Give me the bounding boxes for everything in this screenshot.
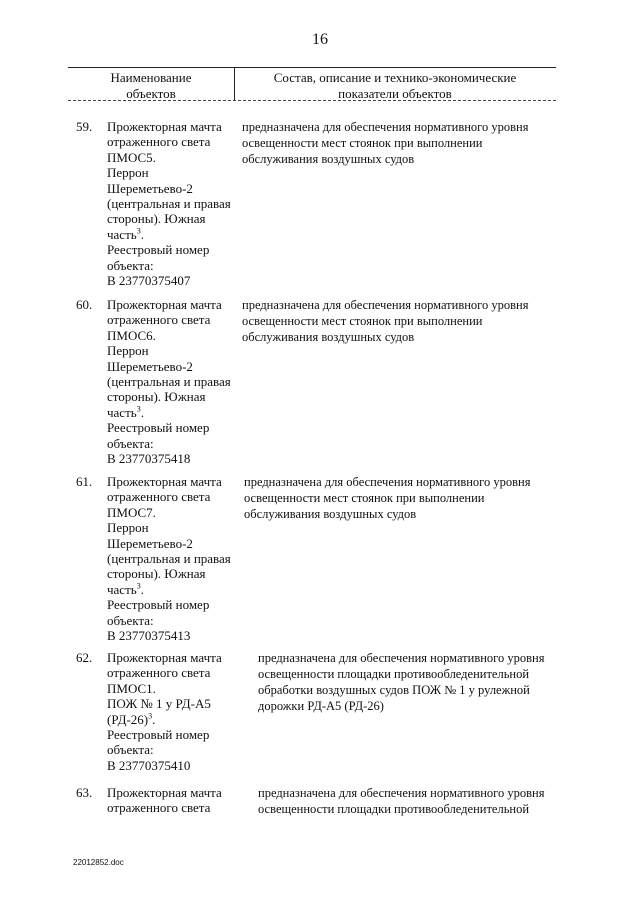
name-line: Перрон: [107, 520, 149, 536]
name-line: В 23770375407: [107, 273, 191, 289]
name-line: отраженного света: [107, 134, 211, 150]
desc-line: освещенности мест стоянок при выполнении: [242, 314, 483, 328]
name-line: Шереметьево-2: [107, 358, 193, 374]
header-left-line: Наименование: [110, 70, 192, 85]
name-line: Реестровый номер: [107, 727, 210, 743]
desc-line: предназначена для обеспечения нормативного уровня: [258, 651, 545, 665]
row-number: 60.: [76, 297, 93, 312]
name-line: Шереметьево-2: [107, 535, 193, 551]
desc-line: предназначена для обеспечения нормативного уровня: [242, 120, 529, 134]
name-line: часть$^3$.: [107, 581, 144, 597]
header-left: [68, 70, 234, 102]
name-line: Прожекторная мачта: [107, 474, 222, 489]
desc-line: обслуживания воздушных судов: [242, 152, 415, 166]
footnote-mark: 3: [136, 226, 141, 236]
desc-line: обработки воздушных судов ПОЖ № 1 у рулежной: [258, 683, 530, 697]
name-line: стороны). Южная: [107, 566, 206, 582]
object-description: [258, 650, 563, 714]
object-description: [258, 785, 563, 817]
header-right: [234, 70, 556, 102]
row-number: 59.: [76, 119, 93, 134]
name-line: объекта:: [107, 742, 154, 758]
name-line: В 23770375410: [107, 757, 191, 773]
object-name: [107, 119, 237, 288]
name-line: Прожекторная мачта: [107, 650, 222, 665]
name-line: ПМОС7.: [107, 504, 156, 520]
desc-line: освещенности мест стоянок при выполнении: [242, 136, 483, 150]
name-line: стороны). Южная: [107, 389, 206, 405]
desc-line: предназначена для обеспечения нормативного уровня: [244, 475, 531, 489]
desc-line: освещенности мест стоянок при выполнении: [244, 491, 485, 505]
header-right-line: показатели объектов: [338, 86, 452, 101]
name-line: $(РД-26)^3$.: [107, 711, 156, 727]
header-right-line: Состав, описание и технико-экономические: [273, 70, 517, 85]
name-line: Прожекторная мачта: [107, 297, 222, 312]
name-line: отраженного света: [107, 665, 211, 681]
name-text: часть: [107, 581, 137, 597]
footnote-mark: 3: [136, 581, 141, 591]
name-line: ПОЖ № 1 у РД-А5: [107, 696, 211, 712]
name-line: ПМОС6.: [107, 327, 156, 343]
name-line: Реестровый номер: [107, 420, 210, 436]
footnote-mark: 3: [136, 404, 141, 414]
desc-line: освещенности площадки противообледенительной: [258, 802, 530, 816]
name-text: часть: [107, 226, 137, 242]
name-line: часть$^3$.: [107, 226, 144, 242]
desc-line: обслуживания воздушных судов: [242, 330, 415, 344]
row-number: 62.: [76, 650, 93, 665]
name-line: Шереметьево-2: [107, 180, 193, 196]
row-number: 61.: [76, 474, 93, 489]
name-text: (РД-26): [107, 711, 149, 727]
name-line: Прожекторная мачта: [107, 785, 222, 800]
name-line: объекта:: [107, 435, 154, 451]
footer-filename: 22012852.doc: [73, 858, 124, 867]
name-line: Реестровый номер: [107, 597, 210, 613]
object-name: [107, 785, 237, 816]
object-name: [107, 474, 237, 643]
name-line: Реестровый номер: [107, 242, 210, 258]
name-line: В 23770375413: [107, 628, 191, 644]
footnote-mark: 3: [148, 711, 153, 721]
name-text: часть: [107, 404, 137, 420]
name-line: Прожекторная мачта: [107, 119, 222, 134]
name-line: ПМОС1.: [107, 680, 156, 696]
name-line: (центральная и правая: [107, 374, 231, 390]
name-line: часть$^3$.: [107, 404, 144, 420]
desc-line: предназначена для обеспечения нормативного уровня: [258, 786, 545, 800]
desc-line: предназначена для обеспечения нормативного уровня: [242, 298, 529, 312]
name-line: В 23770375418: [107, 451, 191, 467]
name-line: стороны). Южная: [107, 211, 206, 227]
header-top-rule: [68, 67, 556, 68]
desc-line: дорожки РД-А5 (РД-26): [258, 699, 384, 713]
row-number: 63.: [76, 785, 93, 800]
name-line: ПМОС5.: [107, 149, 156, 165]
name-line: (центральная и правая: [107, 551, 231, 567]
name-line: отраженного света: [107, 312, 211, 328]
name-line: отраженного света: [107, 489, 211, 505]
header-left-line: объектов: [126, 86, 176, 101]
object-description: [244, 474, 549, 522]
name-line: объекта:: [107, 257, 154, 273]
name-line: Перрон: [107, 343, 149, 359]
object-name: [107, 297, 237, 466]
name-line: (центральная и правая: [107, 196, 231, 212]
object-description: [242, 297, 547, 345]
object-name: [107, 650, 237, 773]
desc-line: освещенности площадки противообледенительной: [258, 667, 530, 681]
page-number: 16: [312, 31, 328, 48]
name-line: Перрон: [107, 165, 149, 181]
desc-line: обслуживания воздушных судов: [244, 507, 417, 521]
name-line: объекта:: [107, 612, 154, 628]
object-description: [242, 119, 547, 167]
name-line: отраженного света: [107, 800, 211, 816]
